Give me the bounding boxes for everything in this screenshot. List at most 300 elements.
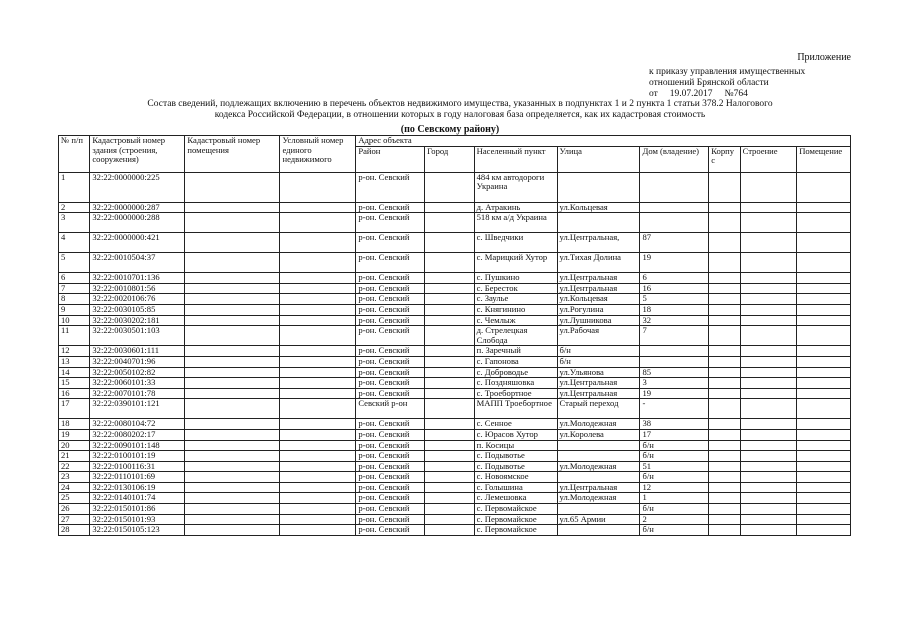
cell-street — [557, 451, 640, 462]
cell-building — [740, 440, 797, 451]
cell-cond-num — [280, 367, 356, 378]
cell-city — [425, 273, 475, 284]
cell-building — [740, 451, 797, 462]
cell-room-cad — [185, 304, 280, 315]
cell-num: 24 — [59, 482, 90, 493]
table-row — [59, 388, 851, 399]
cell-room-cad — [185, 461, 280, 472]
table-header-row — [59, 136, 851, 147]
cell-cad: 32:22:0020106:76 — [90, 294, 185, 305]
cell-cond-num — [280, 440, 356, 451]
cell-cad: 32:22:0110101:69 — [90, 472, 185, 483]
cell-building — [740, 388, 797, 399]
order-reference — [649, 67, 805, 100]
cell-room — [797, 213, 851, 233]
cell-cond-num — [280, 304, 356, 315]
cell-house: 12 — [640, 482, 709, 493]
cell-settlement: с. Первомайское — [474, 514, 557, 525]
cell-num: 11 — [59, 326, 90, 346]
cell-korpus — [709, 399, 740, 419]
cell-street: ул.Рабочая — [557, 326, 640, 346]
cell-room — [797, 273, 851, 284]
cell-district: р-он. Севский — [356, 472, 425, 483]
cell-building — [740, 419, 797, 430]
property-registry-table — [58, 135, 851, 536]
header-house: Дом (владение) — [640, 146, 709, 172]
cell-house: 18 — [640, 304, 709, 315]
cell-street — [557, 213, 640, 233]
cell-district: р-он. Севский — [356, 202, 425, 213]
table-row — [59, 294, 851, 305]
cell-city — [425, 294, 475, 305]
cell-house: 3 — [640, 378, 709, 389]
cell-settlement: с. Первомайское — [474, 504, 557, 515]
cell-house: 38 — [640, 419, 709, 430]
cell-room — [797, 233, 851, 253]
cell-cad: 32:22:0060101:33 — [90, 378, 185, 389]
table-row — [59, 461, 851, 472]
cell-house — [640, 202, 709, 213]
cell-street: ул.Центральная — [557, 283, 640, 294]
cell-room — [797, 472, 851, 483]
cell-cond-num — [280, 399, 356, 419]
cell-street: ул.Центральная, — [557, 233, 640, 253]
cell-house: 17 — [640, 429, 709, 440]
cell-district: р-он. Севский — [356, 367, 425, 378]
cell-street — [557, 472, 640, 483]
cell-room-cad — [185, 493, 280, 504]
cell-street: ул.Кольцевая — [557, 294, 640, 305]
cell-room — [797, 440, 851, 451]
cell-settlement: 518 км а/д Украина — [474, 213, 557, 233]
cell-house: б/н — [640, 504, 709, 515]
cell-room-cad — [185, 273, 280, 284]
cell-room — [797, 283, 851, 294]
cell-cond-num — [280, 525, 356, 536]
table-row — [59, 504, 851, 515]
cell-building — [740, 356, 797, 367]
cell-room-cad — [185, 388, 280, 399]
cell-num: 17 — [59, 399, 90, 419]
cell-cad: 32:22:0100116:31 — [90, 461, 185, 472]
cell-house: - — [640, 399, 709, 419]
cell-building — [740, 493, 797, 504]
cell-cad: 32:22:0150105:123 — [90, 525, 185, 536]
cell-city — [425, 233, 475, 253]
cell-korpus — [709, 482, 740, 493]
cell-building — [740, 283, 797, 294]
table-body — [59, 172, 851, 535]
header-num: № п/п — [59, 136, 90, 173]
cell-district: р-он. Севский — [356, 304, 425, 315]
table-row — [59, 472, 851, 483]
cell-room-cad — [185, 525, 280, 536]
cell-city — [425, 399, 475, 419]
table-row — [59, 283, 851, 294]
cell-settlement: п. Косицы — [474, 440, 557, 451]
cell-num: 19 — [59, 429, 90, 440]
cell-building — [740, 429, 797, 440]
title-line-2: кодекса Российской Федерации, в отношении которых в году налоговая база определяется, как их кадастровая стоимость — [214, 110, 706, 120]
cell-building — [740, 504, 797, 515]
cell-street: ул.Ульянова — [557, 367, 640, 378]
cell-building — [740, 326, 797, 346]
cell-settlement: с. Шведчики — [474, 233, 557, 253]
cell-cad: 32:22:0000000:288 — [90, 213, 185, 233]
cell-city — [425, 451, 475, 462]
cell-korpus — [709, 514, 740, 525]
cell-city — [425, 388, 475, 399]
cell-street: ул.Тихая Долина — [557, 253, 640, 273]
title-line-1: Состав сведений, подлежащих включению в перечень объектов недвижимого имущества, указанных в подпунктах 1 и 2 пункта 1 статьи 378.2 Налогового — [147, 99, 773, 109]
cell-district: Севский р-он — [356, 399, 425, 419]
cell-num: 21 — [59, 451, 90, 462]
appendix-label: Приложение — [797, 52, 851, 63]
cell-num: 3 — [59, 213, 90, 233]
cell-korpus — [709, 472, 740, 483]
cell-room — [797, 253, 851, 273]
cell-room — [797, 482, 851, 493]
table-row — [59, 172, 851, 202]
cell-room — [797, 378, 851, 389]
cell-room-cad — [185, 514, 280, 525]
cell-num: 27 — [59, 514, 90, 525]
cell-district: р-он. Севский — [356, 429, 425, 440]
cell-city — [425, 440, 475, 451]
cell-house: 5 — [640, 294, 709, 305]
cell-street — [557, 172, 640, 202]
cell-city — [425, 356, 475, 367]
cell-korpus — [709, 233, 740, 253]
cell-settlement: с. Подывотье — [474, 451, 557, 462]
cell-city — [425, 514, 475, 525]
cell-korpus — [709, 429, 740, 440]
cell-cond-num — [280, 356, 356, 367]
cell-room-cad — [185, 294, 280, 305]
cell-cond-num — [280, 451, 356, 462]
cell-room-cad — [185, 326, 280, 346]
cell-district: р-он. Севский — [356, 419, 425, 430]
cell-street: ул.65 Армии — [557, 514, 640, 525]
cell-num: 20 — [59, 440, 90, 451]
cell-num: 8 — [59, 294, 90, 305]
cell-room-cad — [185, 233, 280, 253]
header-building-cadastral: Кадастровый номер здания (строения, сооружения) — [90, 136, 185, 173]
cell-korpus — [709, 294, 740, 305]
cell-district: р-он. Севский — [356, 233, 425, 253]
cell-cad: 32:22:0070101:78 — [90, 388, 185, 399]
cell-korpus — [709, 356, 740, 367]
header-room: Помещение — [797, 146, 851, 172]
cell-num: 15 — [59, 378, 90, 389]
document-title — [130, 99, 790, 121]
cell-house: б/н — [640, 525, 709, 536]
table-row — [59, 429, 851, 440]
cell-district: р-он. Севский — [356, 451, 425, 462]
cell-room — [797, 461, 851, 472]
cell-district: р-он. Севский — [356, 525, 425, 536]
cell-room-cad — [185, 367, 280, 378]
cell-settlement: с. Гапонова — [474, 356, 557, 367]
cell-street — [557, 440, 640, 451]
cell-cond-num — [280, 472, 356, 483]
cell-settlement: с. Поздняшовка — [474, 378, 557, 389]
cell-district: р-он. Севский — [356, 273, 425, 284]
cell-district: р-он. Севский — [356, 213, 425, 233]
table-row — [59, 253, 851, 273]
cell-cad: 32:22:0030105:85 — [90, 304, 185, 315]
cell-num: 4 — [59, 233, 90, 253]
cell-settlement: с. Первомайское — [474, 525, 557, 536]
cell-room — [797, 304, 851, 315]
cell-room-cad — [185, 346, 280, 357]
cell-korpus — [709, 172, 740, 202]
cell-house: 19 — [640, 253, 709, 273]
cell-cad: 32:22:0080104:72 — [90, 419, 185, 430]
cell-city — [425, 367, 475, 378]
cell-cond-num — [280, 283, 356, 294]
cell-cond-num — [280, 482, 356, 493]
cell-room — [797, 525, 851, 536]
cell-room — [797, 172, 851, 202]
cell-district: р-он. Севский — [356, 253, 425, 273]
cell-street — [557, 504, 640, 515]
cell-city — [425, 482, 475, 493]
cell-street: ул.Молодежная — [557, 419, 640, 430]
cell-room-cad — [185, 482, 280, 493]
cell-room-cad — [185, 472, 280, 483]
header-room-cadastral: Кадастровый номер помещения — [185, 136, 280, 173]
cell-num: 9 — [59, 304, 90, 315]
order-line-2: отношений Брянской области — [649, 78, 769, 88]
cell-cad: 32:22:0010801:56 — [90, 283, 185, 294]
cell-cond-num — [280, 461, 356, 472]
cell-city — [425, 315, 475, 326]
cell-room-cad — [185, 202, 280, 213]
cell-house: б/н — [640, 440, 709, 451]
cell-house: 32 — [640, 315, 709, 326]
cell-district: р-он. Севский — [356, 482, 425, 493]
cell-settlement: с. Бересток — [474, 283, 557, 294]
cell-house: 2 — [640, 514, 709, 525]
cell-city — [425, 525, 475, 536]
cell-cond-num — [280, 273, 356, 284]
cell-num: 26 — [59, 504, 90, 515]
table-row — [59, 451, 851, 462]
cell-house: 51 — [640, 461, 709, 472]
cell-num: 2 — [59, 202, 90, 213]
cell-cond-num — [280, 493, 356, 504]
cell-korpus — [709, 388, 740, 399]
cell-city — [425, 304, 475, 315]
cell-room — [797, 294, 851, 305]
district-subtitle: (по Севскому району) — [400, 124, 500, 135]
cell-cond-num — [280, 514, 356, 525]
cell-district: р-он. Севский — [356, 461, 425, 472]
cell-num: 14 — [59, 367, 90, 378]
cell-num: 7 — [59, 283, 90, 294]
cell-street: ул.Рогулина — [557, 304, 640, 315]
cell-cond-num — [280, 253, 356, 273]
cell-house: 7 — [640, 326, 709, 346]
cell-city — [425, 213, 475, 233]
cell-room — [797, 356, 851, 367]
cell-cad: 32:22:0090101:148 — [90, 440, 185, 451]
cell-settlement: д. Атракинь — [474, 202, 557, 213]
header-address: Адрес объекта — [356, 136, 851, 147]
order-date: 19.07.2017 — [669, 89, 713, 99]
cell-cad: 32:22:0010504:37 — [90, 253, 185, 273]
cell-cad: 32:22:0030601:111 — [90, 346, 185, 357]
cell-korpus — [709, 315, 740, 326]
cell-cad: 32:22:0150101:86 — [90, 504, 185, 515]
cell-house: 19 — [640, 388, 709, 399]
cell-street: ул.Молодежная — [557, 461, 640, 472]
cell-settlement: с. Заулье — [474, 294, 557, 305]
cell-korpus — [709, 419, 740, 430]
cell-city — [425, 326, 475, 346]
table-row — [59, 346, 851, 357]
order-number: №764 — [724, 89, 748, 99]
cell-korpus — [709, 461, 740, 472]
cell-street: б/н — [557, 356, 640, 367]
cell-district: р-он. Севский — [356, 356, 425, 367]
cell-cad: 32:22:0100101:19 — [90, 451, 185, 462]
cell-house: б/н — [640, 451, 709, 462]
cell-building — [740, 525, 797, 536]
cell-cad: 32:22:0390101:121 — [90, 399, 185, 419]
cell-settlement: с. Юрасов Хутор — [474, 429, 557, 440]
cell-house: б/н — [640, 472, 709, 483]
cell-settlement: с. Лемешовка — [474, 493, 557, 504]
cell-building — [740, 399, 797, 419]
cell-room-cad — [185, 429, 280, 440]
cell-settlement: 484 км автодороги Украина — [474, 172, 557, 202]
cell-building — [740, 472, 797, 483]
cell-district: р-он. Севский — [356, 326, 425, 346]
cell-cad: 32:22:0150101:93 — [90, 514, 185, 525]
cell-cond-num — [280, 233, 356, 253]
cell-district: р-он. Севский — [356, 388, 425, 399]
cell-num: 18 — [59, 419, 90, 430]
cell-room-cad — [185, 356, 280, 367]
cell-street: ул.Центральная — [557, 378, 640, 389]
table-row — [59, 514, 851, 525]
cell-city — [425, 283, 475, 294]
cell-korpus — [709, 504, 740, 515]
table-row — [59, 356, 851, 367]
cell-city — [425, 461, 475, 472]
cell-room — [797, 326, 851, 346]
cell-district: р-он. Севский — [356, 493, 425, 504]
table-row — [59, 315, 851, 326]
cell-room-cad — [185, 283, 280, 294]
cell-korpus — [709, 253, 740, 273]
cell-room-cad — [185, 378, 280, 389]
cell-building — [740, 482, 797, 493]
cell-room — [797, 388, 851, 399]
cell-building — [740, 346, 797, 357]
cell-room — [797, 504, 851, 515]
cell-street: ул.Центральная — [557, 273, 640, 284]
cell-cond-num — [280, 388, 356, 399]
cell-num: 12 — [59, 346, 90, 357]
table-row — [59, 233, 851, 253]
cell-cad: 32:22:0130106:19 — [90, 482, 185, 493]
cell-cond-num — [280, 213, 356, 233]
cell-cad: 32:22:0000000:287 — [90, 202, 185, 213]
cell-district: р-он. Севский — [356, 346, 425, 357]
cell-num: 25 — [59, 493, 90, 504]
cell-room-cad — [185, 213, 280, 233]
cell-num: 13 — [59, 356, 90, 367]
cell-korpus — [709, 378, 740, 389]
cell-building — [740, 294, 797, 305]
cell-settlement: с. Сенное — [474, 419, 557, 430]
cell-korpus — [709, 304, 740, 315]
cell-building — [740, 273, 797, 284]
cell-building — [740, 202, 797, 213]
cell-num: 5 — [59, 253, 90, 273]
cell-street: ул.Центральная — [557, 482, 640, 493]
cell-cad: 32:22:0140101:74 — [90, 493, 185, 504]
cell-building — [740, 253, 797, 273]
cell-settlement: с. Доброводье — [474, 367, 557, 378]
cell-cad: 32:22:0000000:225 — [90, 172, 185, 202]
cell-room — [797, 451, 851, 462]
cell-cond-num — [280, 172, 356, 202]
cell-district: р-он. Севский — [356, 440, 425, 451]
cell-room — [797, 399, 851, 419]
table-row — [59, 482, 851, 493]
cell-city — [425, 202, 475, 213]
cell-city — [425, 346, 475, 357]
cell-room-cad — [185, 253, 280, 273]
cell-korpus — [709, 346, 740, 357]
cell-house — [640, 346, 709, 357]
cell-cad: 32:22:0010701:136 — [90, 273, 185, 284]
cell-settlement: п. Заречный — [474, 346, 557, 357]
cell-house: 87 — [640, 233, 709, 253]
cell-district: р-он. Севский — [356, 378, 425, 389]
cell-korpus — [709, 202, 740, 213]
cell-building — [740, 378, 797, 389]
cell-building — [740, 367, 797, 378]
table-row — [59, 213, 851, 233]
cell-room-cad — [185, 172, 280, 202]
cell-room — [797, 367, 851, 378]
cell-cond-num — [280, 429, 356, 440]
cell-cond-num — [280, 346, 356, 357]
cell-korpus — [709, 326, 740, 346]
cell-room — [797, 315, 851, 326]
cell-street: Старый переход — [557, 399, 640, 419]
cell-korpus — [709, 493, 740, 504]
cell-building — [740, 461, 797, 472]
cell-district: р-он. Севский — [356, 504, 425, 515]
table-row — [59, 440, 851, 451]
cell-building — [740, 304, 797, 315]
cell-street: б/н — [557, 346, 640, 357]
cell-korpus — [709, 451, 740, 462]
table-row — [59, 326, 851, 346]
cell-building — [740, 514, 797, 525]
cell-house — [640, 172, 709, 202]
order-from: от — [649, 89, 658, 99]
cell-num: 10 — [59, 315, 90, 326]
cell-room — [797, 429, 851, 440]
cell-room — [797, 514, 851, 525]
